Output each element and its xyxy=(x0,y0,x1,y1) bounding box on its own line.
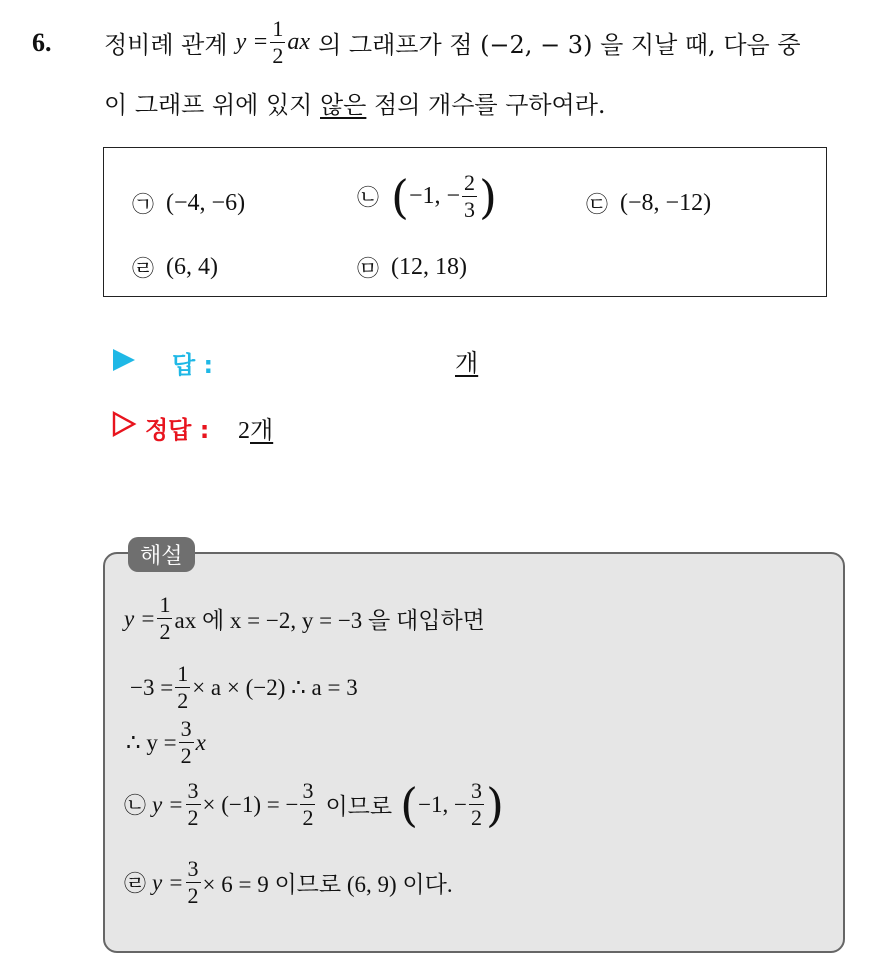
answer-label: 답 : xyxy=(172,351,214,379)
solution-text: × 6 = 9 이므로 (6, 9) 이다. xyxy=(202,872,453,897)
correct-answer-unit: 개 xyxy=(250,418,274,444)
circled-marker-icon: ㉠ xyxy=(132,193,155,218)
equation-rhs: ax xyxy=(287,29,311,55)
question-text: 정비례 관계 xyxy=(104,31,228,59)
fraction-denominator: 2 xyxy=(272,43,284,68)
fraction xyxy=(186,858,201,907)
fraction-denominator: 2 xyxy=(187,805,199,830)
circled-marker-icon: ㉡ xyxy=(357,186,380,211)
option-2 xyxy=(357,169,497,224)
solution-line-5 xyxy=(124,858,453,907)
underlined-word: 않은 xyxy=(320,91,367,119)
solution-line-3 xyxy=(126,718,206,767)
option-text: (6, 4) xyxy=(166,254,218,280)
fraction xyxy=(157,594,172,643)
solution-line-4 xyxy=(124,777,504,832)
question-line-1 xyxy=(104,18,801,67)
solution-text: y = xyxy=(124,605,156,631)
fraction xyxy=(179,718,194,767)
circled-marker-icon: ㉡ xyxy=(124,794,147,819)
fraction-denominator: 2 xyxy=(180,743,192,768)
option-3 xyxy=(586,188,711,219)
fraction-numerator: 3 xyxy=(302,778,314,803)
solution-text: −3 = xyxy=(130,674,174,700)
correct-answer-value xyxy=(238,410,273,445)
question-text: 이 그래프 위에 있지 xyxy=(104,91,313,119)
solution-text: × (−1) = − xyxy=(202,791,299,817)
fraction-numerator: 3 xyxy=(187,856,199,881)
fraction-denominator: 2 xyxy=(471,805,483,830)
answer-arrow-icon xyxy=(111,347,137,373)
option-5 xyxy=(357,252,467,283)
option-1 xyxy=(132,188,245,219)
solution-text: × a × (−2) ∴ a = 3 xyxy=(192,674,358,700)
circled-marker-icon: ㉤ xyxy=(357,257,380,282)
fraction-numerator: 3 xyxy=(187,778,199,803)
question-number: 6. xyxy=(32,28,52,57)
solution-text: 이므로 xyxy=(325,794,393,819)
solution-text: x xyxy=(195,729,206,755)
solution-text: −1, − xyxy=(418,791,468,817)
fraction xyxy=(462,172,477,221)
circled-marker-icon: ㉢ xyxy=(586,193,609,218)
answer-unit-text: 개 xyxy=(455,349,479,377)
correct-answer-number: 2 xyxy=(238,418,250,444)
right-paren: ) xyxy=(479,169,497,224)
correct-answer-arrow-icon xyxy=(111,410,137,438)
option-text: (−8, −12) xyxy=(620,190,712,216)
fraction-numerator: 1 xyxy=(159,592,171,617)
fraction-numerator: 1 xyxy=(272,16,284,41)
fraction xyxy=(186,780,201,829)
question-line-2 xyxy=(104,85,606,120)
solution-text: y = xyxy=(152,791,184,817)
fraction-numerator: 3 xyxy=(471,778,483,803)
solution-text: ax 에 x = −2, y = −3 을 대입하면 xyxy=(174,608,485,633)
fraction xyxy=(175,663,190,712)
left-paren: ( xyxy=(400,777,419,832)
fraction-denominator: 2 xyxy=(302,805,314,830)
question-text-cont: 점의 개수를 구하여라. xyxy=(374,91,606,119)
solution-line-1 xyxy=(124,594,485,643)
option-text: −1, − xyxy=(408,183,461,209)
fraction-denominator: 2 xyxy=(177,688,189,713)
answer-unit xyxy=(455,343,478,378)
option-text: (12, 18) xyxy=(391,254,467,280)
fraction-denominator: 3 xyxy=(464,197,476,222)
option-text: (−4, −6) xyxy=(166,190,246,216)
option-4 xyxy=(132,252,218,283)
fraction-numerator: 2 xyxy=(464,170,476,195)
fraction xyxy=(300,780,315,829)
left-paren: ( xyxy=(391,169,409,224)
fraction-numerator: 3 xyxy=(180,716,192,741)
solution-text: ∴ y = xyxy=(126,729,177,755)
equation-lhs: y = xyxy=(235,29,269,55)
fraction xyxy=(270,18,285,67)
circled-marker-icon: ㉣ xyxy=(124,872,147,897)
solution-tag: 해설 xyxy=(128,537,195,572)
fraction-numerator: 1 xyxy=(177,661,189,686)
correct-answer-label: 정답 : xyxy=(145,416,210,444)
solution-line-2 xyxy=(130,663,358,712)
fraction-denominator: 2 xyxy=(159,619,171,644)
fraction-denominator: 2 xyxy=(187,883,199,908)
circled-marker-icon: ㉣ xyxy=(132,257,155,282)
fraction xyxy=(469,780,484,829)
solution-text: y = xyxy=(152,869,184,895)
question-text-cont: 의 그래프가 점 (−2, − 3) 을 지날 때, 다음 중 xyxy=(318,31,801,59)
right-paren: ) xyxy=(486,777,504,832)
